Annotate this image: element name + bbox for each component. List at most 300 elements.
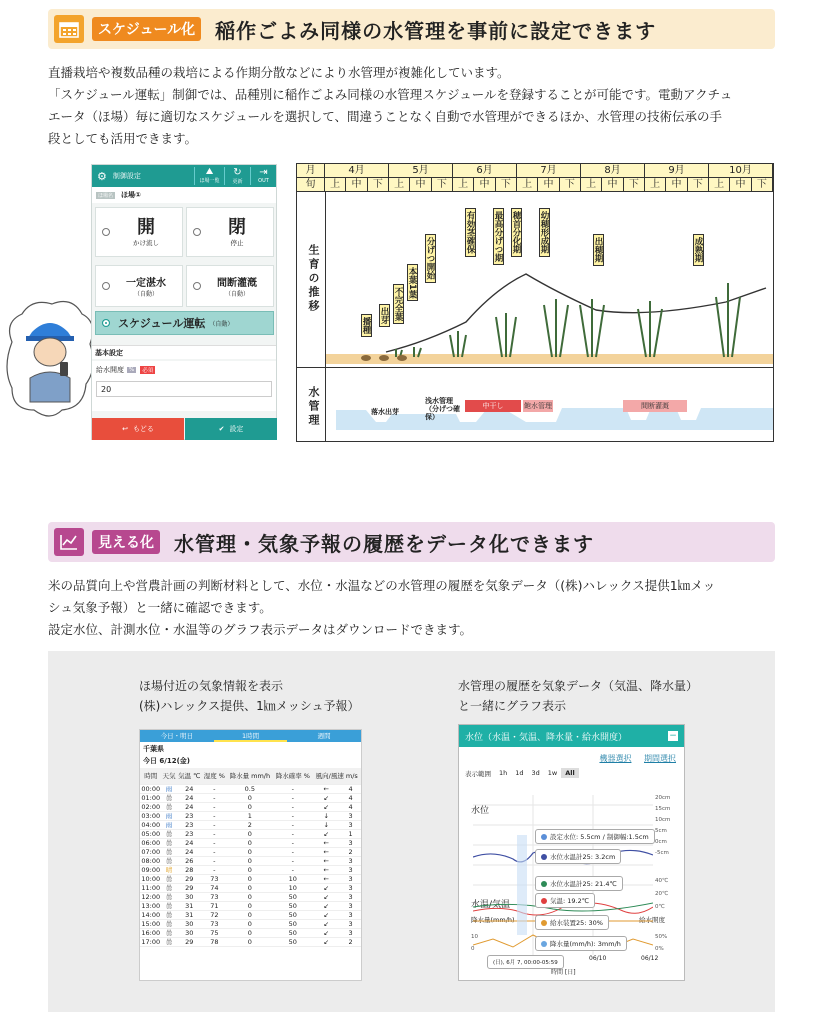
table-cell: 曇	[162, 802, 177, 811]
table-cell: 78	[202, 937, 226, 946]
left-caption-line: ほ場付近の気象情報を表示	[139, 679, 284, 693]
legend-dot	[541, 854, 547, 860]
field-list-button[interactable]	[194, 167, 224, 185]
section1-paragraph	[48, 62, 778, 150]
table-row	[140, 901, 361, 910]
tooltip-supply-open	[535, 915, 609, 930]
logout-button[interactable]	[250, 167, 276, 185]
refresh-button[interactable]	[224, 167, 250, 185]
table-cell: -	[202, 865, 226, 874]
table-row	[140, 838, 361, 847]
table-cell: 3	[340, 856, 361, 865]
range-1d[interactable]: 1d	[515, 769, 524, 777]
table-row	[140, 865, 361, 874]
tick-label: 10cm	[655, 817, 671, 823]
table-row	[140, 937, 361, 946]
table-cell: 50	[273, 928, 312, 937]
table-cell: 24	[176, 793, 202, 802]
refresh-label: 更新	[232, 179, 243, 185]
table-cell: 74	[202, 883, 226, 892]
collapse-icon[interactable]: −	[669, 731, 677, 741]
open-title: 給水開度	[639, 916, 665, 924]
schedule-radio[interactable]	[102, 319, 110, 327]
tick-label: 0℃	[655, 904, 665, 910]
refresh-icon: ↻	[233, 167, 242, 178]
table-cell: 0	[227, 874, 274, 883]
table-row	[140, 793, 361, 802]
table-cell: 3	[340, 883, 361, 892]
table-cell: -	[273, 793, 312, 802]
table-cell: ↙	[312, 919, 340, 928]
table-cell: ←	[312, 865, 340, 874]
table-row	[140, 856, 361, 865]
water-label-2: 中干し	[465, 400, 521, 412]
paragraph-line: 段としても活用できます。	[48, 131, 198, 146]
tooltip-text: 降水量(mm/h): 3mm/h	[550, 940, 621, 948]
tooltip-air-temp	[535, 893, 595, 908]
table-cell: 0	[227, 802, 274, 811]
back-arrow-icon: ↩	[122, 425, 128, 433]
period-cell: 下	[752, 178, 773, 192]
table-cell: 0.5	[227, 784, 274, 793]
table-cell: 17:00	[141, 937, 161, 946]
period-cell: 中	[346, 178, 367, 192]
open-radio[interactable]	[102, 228, 110, 236]
table-cell: ↙	[312, 901, 340, 910]
table-cell: 30	[176, 919, 202, 928]
table-cell: 50	[273, 919, 312, 928]
period-select-link[interactable]: 期間選択	[644, 754, 676, 763]
paragraph-line: 直播栽培や複数品種の栽培による作期分散などにより水管理が複雑化しています。	[48, 65, 510, 80]
table-cell: 晴	[162, 865, 177, 874]
tooltip-text: 設定水位: 5.5cm / 制御幅:1.5cm	[550, 833, 649, 841]
set-button[interactable]	[185, 418, 277, 440]
table-cell: 0	[227, 829, 274, 838]
period-header: 旬	[297, 178, 325, 192]
table-cell: ↙	[312, 883, 340, 892]
table-cell: 73	[202, 892, 226, 901]
table-cell: ←	[312, 838, 340, 847]
table-row	[140, 847, 361, 856]
table-row	[140, 910, 361, 919]
period-cell: 中	[538, 178, 559, 192]
fixed-radio[interactable]	[102, 282, 110, 290]
table-cell: 11:00	[141, 883, 161, 892]
section2-tag: 見える化	[92, 530, 160, 554]
table-cell: 15:00	[141, 919, 161, 928]
table-cell: 30	[176, 928, 202, 937]
table-cell: -	[202, 847, 226, 856]
table-cell: 23	[176, 829, 202, 838]
table-cell: 12:00	[141, 892, 161, 901]
table-cell: 曇	[162, 838, 177, 847]
table-cell: 3	[340, 928, 361, 937]
farmer-illustration	[2, 292, 98, 422]
field-tag: ほ場名	[98, 192, 114, 199]
table-cell: 01:00	[141, 793, 161, 802]
table-cell: -	[273, 820, 312, 829]
tooltip-text: 給水装置25: 30%	[550, 919, 603, 927]
stage-label: 成熟期	[693, 234, 704, 266]
back-button[interactable]	[92, 418, 184, 440]
section2-banner	[48, 522, 775, 562]
tooltip-text: 気温: 19.2℃	[550, 897, 590, 905]
table-cell: 10	[273, 874, 312, 883]
intermittent-button[interactable]	[186, 265, 274, 307]
table-cell: -	[273, 802, 312, 811]
water-label-4: 間断灌漑	[623, 400, 687, 412]
table-cell: 13:00	[141, 901, 161, 910]
unit-badge: %	[129, 367, 135, 373]
table-cell: 73	[202, 919, 226, 928]
table-cell: 0	[227, 865, 274, 874]
month-cell: 9月	[645, 164, 709, 178]
water-open-label: 給水開度	[96, 366, 124, 374]
table-cell: 0	[227, 919, 274, 928]
period-cell: 上	[389, 178, 410, 192]
col-rain: 降水量 mm/h	[227, 768, 274, 784]
table-cell: 31	[176, 901, 202, 910]
table-cell: 曇	[162, 892, 177, 901]
weather-region: 千葉県	[143, 745, 164, 753]
table-cell: 05:00	[141, 829, 161, 838]
x-axis-label: 時間 [日]	[551, 969, 576, 976]
time-tag: (日), 6月 7, 00:00-05:59	[487, 955, 564, 969]
table-cell: 50	[273, 937, 312, 946]
table-cell: 曇	[162, 793, 177, 802]
table-cell: 02:00	[141, 802, 161, 811]
phone-header	[92, 165, 276, 187]
paragraph-line: シュ気象予報）と一緒に確認できます。	[48, 600, 272, 615]
section1-tag: スケジュール化	[92, 17, 201, 41]
close-label: 閉	[228, 216, 246, 238]
fixed-label: 一定湛水	[126, 278, 166, 289]
range-1h[interactable]: 1h	[499, 769, 508, 777]
right-caption-line: と一緒にグラフ表示	[458, 699, 567, 713]
open-sub: かけ流し	[133, 238, 159, 247]
table-cell: 08:00	[141, 856, 161, 865]
legend-dot	[541, 881, 547, 887]
required-badge: 必須	[142, 368, 154, 374]
table-cell: -	[202, 784, 226, 793]
period-cell: 中	[666, 178, 687, 192]
table-cell: -	[202, 802, 226, 811]
period-cell: 上	[453, 178, 474, 192]
table-row	[140, 784, 361, 793]
table-cell: 06:00	[141, 838, 161, 847]
stage-label: 出芽	[379, 304, 390, 327]
tooltip-text: 水位水温計25: 3.2cm	[550, 853, 616, 861]
stage-label: 幼穂形成期	[539, 208, 550, 257]
x-tick: 06/12	[641, 955, 659, 962]
period-cell: 下	[368, 178, 389, 192]
table-row	[140, 811, 361, 820]
table-cell: 0	[227, 892, 274, 901]
table-cell: -	[202, 856, 226, 865]
table-cell: ↙	[312, 802, 340, 811]
table-cell: 曇	[162, 910, 177, 919]
history-plot	[473, 795, 653, 955]
tooltip-water-temp	[535, 876, 623, 891]
field-name-row	[92, 187, 276, 203]
weather-date: 今日 6/12(金)	[143, 757, 191, 765]
range-label: 表示範囲	[465, 769, 491, 778]
table-cell: 3	[340, 892, 361, 901]
table-cell: 29	[176, 883, 202, 892]
temp-title: 水温/気温	[471, 900, 511, 910]
table-cell: 0	[227, 838, 274, 847]
period-cell: 上	[709, 178, 730, 192]
left-caption	[139, 676, 360, 716]
col-wind: 風向/風速 m/s	[312, 768, 361, 784]
period-cell: 下	[496, 178, 517, 192]
table-cell: -	[273, 829, 312, 838]
intermittent-label: 間断灌漑	[217, 278, 257, 289]
stage-label: 不完全葉	[393, 284, 404, 324]
table-cell: 4	[340, 802, 361, 811]
table-cell: -	[202, 793, 226, 802]
table-cell: ↙	[312, 910, 340, 919]
table-cell: 03:00	[141, 811, 161, 820]
table-cell: 07:00	[141, 847, 161, 856]
table-cell: 雨	[162, 784, 177, 793]
table-cell: 75	[202, 928, 226, 937]
table-cell: -	[273, 811, 312, 820]
table-cell: 0	[227, 901, 274, 910]
calendar-icon	[54, 15, 84, 43]
y-axis-water	[655, 793, 670, 859]
table-row	[140, 829, 361, 838]
month-cell: 10月	[709, 164, 773, 178]
table-cell: 3	[340, 874, 361, 883]
table-cell: ↓	[312, 820, 340, 829]
open-button[interactable]	[95, 207, 183, 257]
table-cell: 曇	[162, 847, 177, 856]
col-temp: 気温 ℃	[176, 768, 202, 784]
close-sub: 停止	[230, 238, 244, 247]
table-cell: 2	[340, 847, 361, 856]
table-cell: 雨	[162, 820, 177, 829]
table-cell: 3	[340, 811, 361, 820]
legend-dot	[541, 898, 547, 904]
table-cell: 曇	[162, 928, 177, 937]
period-cell: 上	[325, 178, 346, 192]
table-cell: 0	[227, 910, 274, 919]
table-cell: 曇	[162, 856, 177, 865]
table-cell: -	[202, 820, 226, 829]
table-row	[140, 820, 361, 829]
col-time: 時間	[140, 768, 162, 784]
table-row	[140, 802, 361, 811]
tooltip-rain	[535, 936, 627, 951]
check-icon: ✔	[218, 425, 225, 433]
weather-forecast-table	[139, 729, 362, 981]
chart-icon	[54, 528, 84, 556]
tick-label: 0cm	[655, 839, 667, 845]
table-cell: ←	[312, 874, 340, 883]
table-cell: -	[273, 856, 312, 865]
period-cell: 上	[645, 178, 666, 192]
range-all[interactable]: All	[561, 768, 579, 778]
table-cell: 23	[176, 820, 202, 829]
range-3d[interactable]: 3d	[531, 769, 540, 777]
month-cell: 4月	[325, 164, 389, 178]
weather-table	[140, 768, 361, 947]
stage-label: 有効茎確保	[465, 208, 476, 257]
graph-header	[459, 725, 684, 747]
water-graph-panel	[458, 724, 685, 981]
table-cell: 0	[227, 883, 274, 892]
stage-label: 穂首分化期	[511, 208, 522, 257]
table-cell: 0	[227, 856, 274, 865]
table-cell: 2	[227, 820, 274, 829]
table-cell: 曇	[162, 883, 177, 892]
table-cell: -	[273, 784, 312, 793]
table-cell: 24	[176, 802, 202, 811]
paragraph-line: 「スケジュール運転」制御では、品種別に稲作ごよみ同様の水管理スケジュールを登録することが可能です。電動アクチュ	[48, 87, 733, 102]
table-cell: 71	[202, 901, 226, 910]
table-cell: -	[202, 829, 226, 838]
table-cell: 30	[176, 892, 202, 901]
set-label: 設定	[229, 425, 244, 433]
table-cell: 24	[176, 838, 202, 847]
legend-dot	[541, 834, 547, 840]
table-cell: 1	[340, 829, 361, 838]
close-radio[interactable]	[193, 228, 201, 236]
fixed-sub: （自動）	[133, 291, 158, 298]
col-humidity: 湿度 %	[202, 768, 226, 784]
weather-tabs	[140, 730, 361, 742]
period-cell: 下	[432, 178, 453, 192]
table-cell: ←	[312, 784, 340, 793]
table-cell: ↙	[312, 937, 340, 946]
phone-header-title: 制御設定	[112, 172, 141, 180]
table-cell: 14:00	[141, 910, 161, 919]
period-cell: 上	[581, 178, 602, 192]
table-cell: 24	[176, 847, 202, 856]
growth-label: 生育の推移	[307, 244, 320, 314]
left-caption-line: (株)ハレックス提供、1㎞メッシュ予報）	[139, 699, 360, 713]
table-cell: 雨	[162, 811, 177, 820]
water-label-0: 落水出芽	[371, 408, 399, 416]
section1-banner	[48, 9, 775, 49]
tooltip-text: 水位水温計25: 21.4℃	[550, 880, 617, 888]
water-label: 水管理	[307, 386, 320, 428]
weather-table-body	[140, 784, 361, 946]
table-cell: 曇	[162, 901, 177, 910]
water-open-input[interactable]: 20	[96, 381, 272, 397]
table-cell: 2	[340, 937, 361, 946]
tick-label: 20cm	[655, 795, 671, 801]
range-1w[interactable]: 1w	[547, 769, 558, 777]
period-cell: 下	[688, 178, 709, 192]
table-row	[140, 919, 361, 928]
col-weather: 天気	[162, 768, 177, 784]
range-selector	[459, 764, 684, 782]
field-name: ほ場①	[121, 191, 141, 199]
table-cell: 曇	[162, 937, 177, 946]
month-cell: 8月	[581, 164, 645, 178]
table-cell: 0	[227, 937, 274, 946]
table-cell: ←	[312, 856, 340, 865]
table-cell: 50	[273, 910, 312, 919]
section1-title: 稲作ごよみ同様の水管理を事前に設定できます	[215, 18, 657, 43]
table-cell: 3	[340, 901, 361, 910]
tab-today[interactable]: 今日・明日	[160, 732, 194, 740]
table-cell: 31	[176, 910, 202, 919]
table-cell: 4	[340, 784, 361, 793]
table-row	[140, 892, 361, 901]
table-cell: 72	[202, 910, 226, 919]
table-cell: ↙	[312, 928, 340, 937]
close-button[interactable]	[186, 207, 274, 257]
table-cell: 29	[176, 937, 202, 946]
stage-label: 播種	[361, 314, 372, 337]
table-cell: 3	[340, 838, 361, 847]
gear-icon[interactable]: ⚙	[97, 169, 107, 183]
field-list-label: ほ場一覧	[199, 178, 220, 184]
legend-dot	[541, 941, 547, 947]
right-caption-line: 水管理の履歴を気象データ（気温、降水量）	[458, 679, 699, 693]
schedule-button[interactable]	[95, 311, 274, 335]
period-cell: 下	[560, 178, 581, 192]
intermittent-radio[interactable]	[193, 282, 201, 290]
period-cell: 中	[410, 178, 431, 192]
section2-title: 水管理・気象予報の履歴をデータ化できます	[174, 531, 594, 556]
schedule-sub: （自動）	[209, 320, 234, 328]
paragraph-line: エータ（ほ場）毎に適切なスケジュールを選択して、間違うことなく自動で水管理ができるほか、水管理の技術伝承の手	[48, 109, 723, 124]
water-label-3: 飽水管理	[524, 402, 552, 410]
rice-calendar-diagram	[296, 163, 774, 442]
y-axis-temp	[655, 875, 668, 914]
tick-label: 15cm	[655, 806, 671, 812]
intermittent-sub: （自動）	[224, 291, 249, 298]
table-cell: 24	[176, 784, 202, 793]
logout-label: OUT	[258, 178, 269, 184]
stage-label: 出穂期	[593, 234, 604, 266]
tab-weekly[interactable]: 週間	[317, 732, 331, 740]
table-cell: 10:00	[141, 874, 161, 883]
stage-label: 分げつ開始	[425, 234, 436, 283]
table-cell: -	[202, 811, 226, 820]
tooltip-water-level	[535, 849, 621, 864]
table-cell: -	[202, 838, 226, 847]
tick-label: 10	[471, 934, 478, 940]
rain-title: 降水量(mm/h)	[471, 916, 515, 924]
water-open-group	[92, 361, 276, 411]
fixed-flood-button[interactable]	[95, 265, 183, 307]
tab-hourly[interactable]: 1時間	[214, 730, 288, 742]
x-tick: 06/10	[589, 955, 607, 962]
back-label: もどる	[132, 425, 154, 433]
table-cell: 50	[273, 901, 312, 910]
table-cell: 4	[340, 793, 361, 802]
table-cell: ↓	[312, 811, 340, 820]
period-cell: 中	[730, 178, 751, 192]
table-cell: 50	[273, 892, 312, 901]
table-cell: ↙	[312, 829, 340, 838]
table-cell: -	[273, 838, 312, 847]
paragraph-line: 設定水位、計測水位・水温等のグラフ表示データはダウンロードできます。	[48, 622, 473, 637]
table-cell: 3	[340, 910, 361, 919]
device-select-link[interactable]: 機器選択	[599, 754, 632, 763]
table-cell: 3	[340, 919, 361, 928]
legend-dot	[541, 920, 547, 926]
water-label-1: 浅水管理（分げつ確保）	[425, 397, 460, 421]
table-cell: 10	[273, 883, 312, 892]
tick-label: 40℃	[655, 878, 669, 884]
table-cell: 0	[227, 847, 274, 856]
